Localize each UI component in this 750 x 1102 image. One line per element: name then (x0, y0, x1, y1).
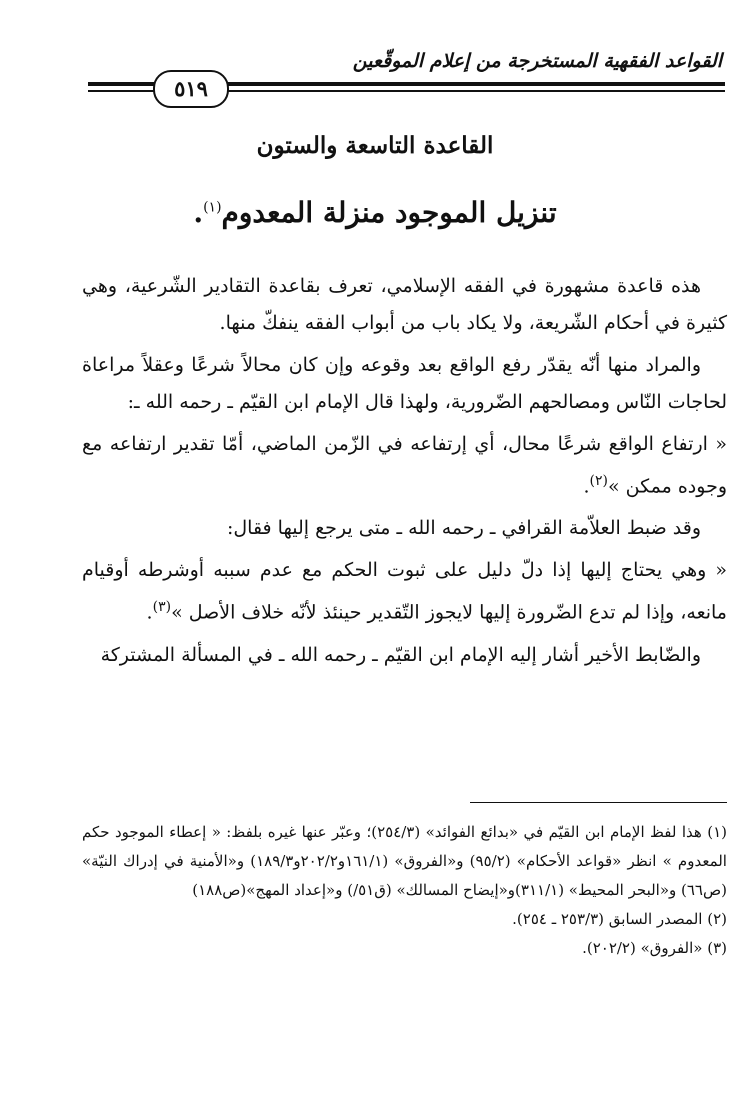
page-number: ٥١٩ (153, 70, 229, 108)
running-title: القواعد الفقهية المستخرجة من إعلام الموقّعين (352, 50, 722, 72)
footnote-separator (470, 802, 727, 803)
paragraph-meaning: والمراد منها أنّه يقدّر رفع الواقع بعد وقوعه وإن كان محالاً شرعًا وعقلاً مراعاة لحاجات النّاس ومصالحهم الضّرورية، ولهذا قال الإمام ابن القيّم ـ رحمه الله ـ: (82, 354, 727, 413)
footnote-1: (١) هذا لفظ الإمام ابن القيّم في «بدائع الفوائد» (٢٥٤/٣)؛ وعبّر عنها غيره بلفظ: « إعطاء الموجود حكم المعدوم » انظر «قواعد الأحكام» (٩٥/٢) و«الفروق» (١٦١/١و٢٠٢/٢و١٨٩/٣) و«الأمنية في إدراك النيّة» (ص٦٦) و«البحر المحيط» (٣١١/١)و«إيضاح المسالك» (ق٥١/) و«إعداد المهج»(ص١٨٨) (82, 823, 727, 899)
quote-qarafi-footnote-ref: (٣) (152, 599, 172, 616)
paragraph-last: والضّابط الأخير أشار إليه الإمام ابن القيّم ـ رحمه الله ـ في المسألة المشتركة (100, 643, 701, 666)
body-text (82, 268, 727, 679)
quote-ibn-qayyim-text: « ارتفاع الواقع شرعًا محال، أي إرتفاعه في الزّمن الماضي، أمّا تقدير ارتفاعه مع وجوده ممكن » (82, 433, 727, 498)
footnote-3: (٣) «الفروق» (٢٠٢/٢). (582, 939, 727, 957)
quote-ibn-qayyim-period: . (583, 475, 590, 498)
quote-qarafi-text: « وهي يحتاج إليها إذا دلّ دليل على ثبوت الحكم مع عدم سببه أوشرطه أوقيام مانعه، وإذا لم تدع الضّرورة إليها لايجوز التّقدير حينئذ لأنّه خلاف الأصل » (82, 559, 727, 624)
quote-ibn-qayyim-footnote-ref: (٢) (589, 473, 609, 489)
rule-number-heading: القاعدة التاسعة والستون (256, 132, 494, 159)
rule-title (0, 196, 750, 229)
rule-title-period: . (193, 196, 204, 229)
rule-title-text: تنزيل الموجود منزلة المعدوم (221, 196, 557, 229)
footnote-2: (٢) المصدر السابق (٢٥٣/٣ ـ ٢٥٤). (512, 910, 727, 928)
paragraph-qarafi: وقد ضبط العلاّمة القرافي ـ رحمه الله ـ متى يرجع إليها فقال: (226, 517, 701, 540)
quote-qarafi (82, 552, 727, 631)
footnotes (82, 818, 727, 963)
rule-title-footnote-ref: (١) (203, 199, 222, 216)
quote-qarafi-period: . (146, 601, 153, 624)
paragraph-intro: هذه قاعدة مشهورة في الفقه الإسلامي، تعرف بقاعدة التقادير الشّرعية، وهي كثيرة في أحكام الشّريعة، ولا يكاد باب من أبواب الفقه ينفكّ منها. (82, 275, 727, 334)
quote-ibn-qayyim (82, 426, 727, 505)
